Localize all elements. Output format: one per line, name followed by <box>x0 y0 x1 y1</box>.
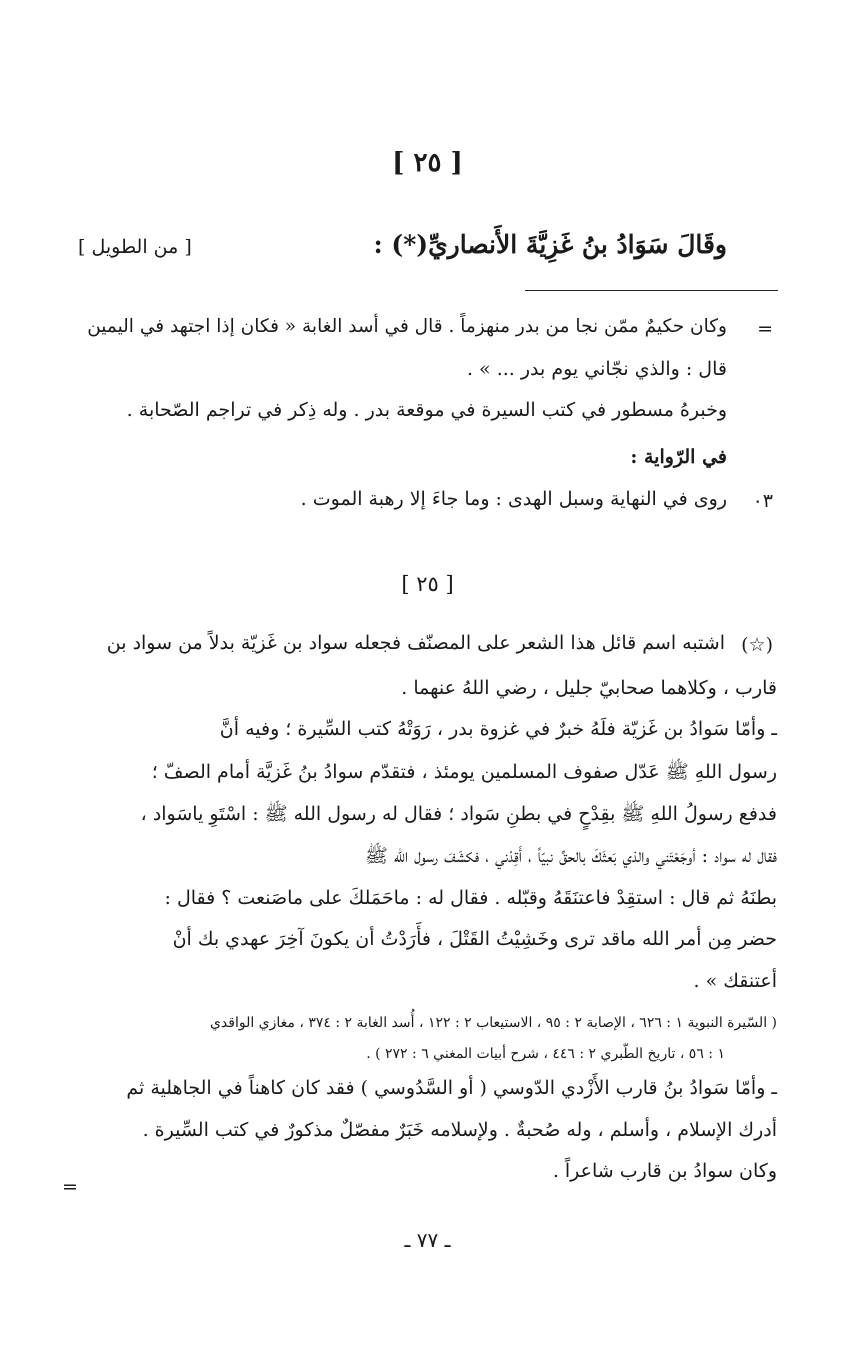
footnote-line: قارب ، وكلاهما صحابيّ جليل ، رضي اللهُ عنهما . <box>401 677 777 699</box>
continuation-marker: = <box>757 318 773 340</box>
continuation-marker-end: = <box>62 1176 78 1198</box>
riwaya-text: روى في النهاية وسبل الهدى : وما جاءَ إلا رهبة الموت . <box>300 488 727 510</box>
footnote-line: فقال له سواد : أوجَعْتَني والذي بَعثَكَ بالحقِّ نبيّاً ، أَقِدْني ، فكشَفَ رسول الله ﷺ <box>364 845 777 867</box>
footnote-marker: (☆) <box>741 634 773 656</box>
footnote-line: فدفع رسولُ اللهِ ﷺ بقِدْحٍ في بطنِ سَواد ؛ فقال له رسول الله ﷺ : اسْتَوِ ياسَواد ، <box>140 803 777 825</box>
riwaya-heading: في الرّواية : <box>630 446 727 468</box>
footnote-line: بطنَهُ ثم قال : استقِدْ فاعتنَقَهُ وقبّله . فقال له : ماحَمَلكَ على ماصَنعت ؟ فقال : <box>164 887 777 909</box>
page-number: ـ ٧٧ ـ <box>404 1228 451 1252</box>
poem-number-top: [ ٢٥ ] <box>392 148 463 178</box>
footnote-line: حضر مِن أمر الله ماقد ترى وخَشِيْتُ القَتْلَ ، فأَرَدْتُ أن يكونَ آخِرَ عهدي بك أنْ <box>172 928 777 950</box>
poem-number-mid: [ ٢٥ ] <box>401 572 454 596</box>
note-line-1: وكان حكيمٌ ممّن نجا من بدر منهزماً . قال في أسد الغابة « فكان إذا اجتهد في اليمين <box>87 316 727 337</box>
sources-line-1: ( السّيرة النبوية ١ : ٦٢٦ ، الإصابة ٢ : ٩٥ ، الاستيعاب ٢ : ١٢٢ ، أُسد الغابة ٢ : ٣٧٤ ، مغازي الواقدي <box>209 1015 777 1031</box>
footnote-line: أدرك الإسلام ، وأسلم ، وله صُحبةٌ . ولإسلامه خَبَرٌ مفصّلٌ مذكورٌ في كتب السِّيرة . <box>142 1119 777 1141</box>
sources-line-2: ١ : ٥٦ ، تاريخ الطّبري ٢ : ٤٤٦ ، شرح أبيات المغني ٦ : ٢٧٢ ) . <box>366 1046 725 1062</box>
footnote-line: رسول اللهِ ﷺ عَدّل صفوف المسلمين يومئذ ، فتقدّم سوادُ بنُ غَزيَّة أمام الصفّ ؛ <box>151 761 777 783</box>
note-line-3: وخبرهُ مسطور في كتب السيرة في موقعة بدر . وله ذِكر في تراجم الصّحابة . <box>126 399 727 421</box>
footnote-line: ـ وأمّا سَوادُ بن غَزيّة فلَهُ خبرٌ في غزوة بدر ، رَوَتْهُ كتب السِّيرة ؛ وفيه أنَّ <box>219 718 777 740</box>
note-line-2: قال : والذي نجّاني يوم بدر ... » . <box>466 358 727 380</box>
footnote-line: ـ وأمّا سَوادُ بنُ قارب الأَزْدي الدّوسي ( أو السَّدُوسي ) فقد كان كاهناً في الجاهلية ثم <box>126 1077 777 1099</box>
poem-heading: وقَالَ سَوَادُ بنُ غَزِيَّةَ الأَنصاريِّ(*) : <box>373 230 727 259</box>
poem-meter: [ من الطويل ] <box>78 236 192 258</box>
footnote-line: وكان سوادُ بن قارب شاعراً . <box>552 1160 777 1182</box>
footnote-line: اشتبه اسم قائل هذا الشعر على المصنّف فجعله سواد بن غَزيّة بدلاً من سواد بن <box>106 632 725 654</box>
footnote-line: أعتنقك » . <box>693 970 777 992</box>
separator-rule <box>525 290 778 291</box>
riwaya-marker: ٠٣ <box>752 490 773 512</box>
